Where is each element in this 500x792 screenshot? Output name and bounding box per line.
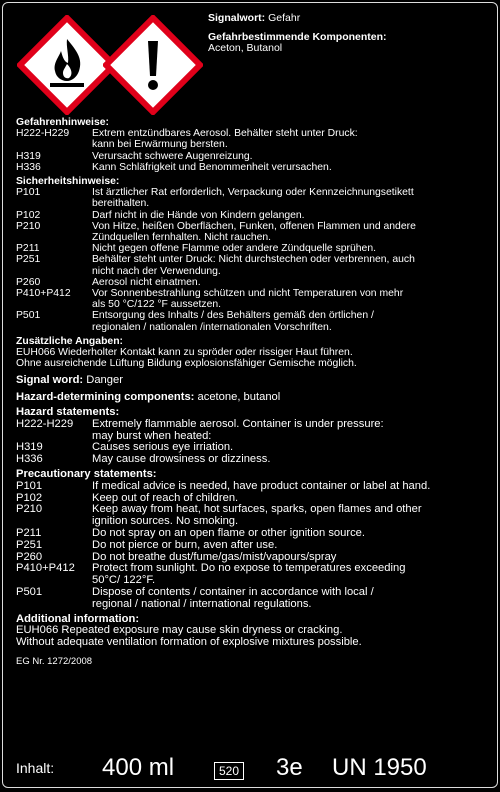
statement-row xyxy=(16,162,491,173)
extra-line-de: EUH066 Wiederholter Kontakt kann zu spröder oder rissiger Haut führen. xyxy=(16,347,353,359)
statement-code: P501 xyxy=(16,586,43,599)
statement-text: May cause drowsiness or dizziness. xyxy=(92,453,271,466)
statement-code: P501 xyxy=(16,310,41,322)
statement-row xyxy=(16,288,491,310)
statement-text: Kann Schläfrigkeit und Benommenheit verursachen. xyxy=(92,161,332,173)
components-de: Aceton, Butanol xyxy=(208,42,283,54)
statement-code: P210 xyxy=(16,503,43,516)
statement-text: Extremely flammable aerosol. Container is under pressure: may burst when heated: xyxy=(92,417,384,442)
statement-text: Keep out of reach of children. xyxy=(92,491,239,504)
statement-text: If medical advice is needed, have product container or label at hand. xyxy=(92,479,431,492)
statement-code: H319 xyxy=(16,441,43,454)
statement-row xyxy=(16,243,491,254)
statement-text: Von Hitze, heißen Oberflächen, Funken, offenen Flammen und andere Zündquellen fernhalten. Nicht rauchen. xyxy=(92,220,416,244)
estimated-mark: 3e xyxy=(276,754,303,781)
statement-row xyxy=(16,277,491,288)
statement-code: H222-H229 xyxy=(16,128,70,140)
statement-text: Dispose of contents / container in accordance with local / regional / national / international regulations. xyxy=(92,586,374,610)
components-label-de: Gefahrbestimmende Komponenten: xyxy=(208,30,387,43)
extra-line-en: Without adequate ventilation formation of explosive mixtures possible. xyxy=(16,636,362,649)
label-body xyxy=(16,117,491,667)
statement-text: Entsorgung des Inhalts / des Behälters gemäß den örtlichen / regionalen / nationalen /internationalen Vorschriften. xyxy=(92,310,374,333)
content-label: Inhalt: xyxy=(16,760,55,776)
statement-text: Behälter steht unter Druck: Nicht durchstechen oder verbrennen, auch nicht nach der Verwendung. xyxy=(92,254,415,277)
safety-heading-de: Sicherheitshinweise: xyxy=(16,176,120,188)
signal-word-en: Danger xyxy=(83,374,123,387)
statement-code: P410+P412 xyxy=(16,288,71,300)
statement-code: H319 xyxy=(16,150,41,162)
statement-code: P251 xyxy=(16,254,41,266)
extra-heading-de: Zusätzliche Angaben: xyxy=(16,335,123,347)
statement-text: Do not spray on an open flame or other ignition source. xyxy=(92,527,366,540)
components-label-en: Hazard-determining components: xyxy=(16,391,195,404)
safety-list-de xyxy=(16,187,491,333)
label-footer xyxy=(16,753,486,783)
statement-code: P101 xyxy=(16,187,41,199)
statement-row xyxy=(16,563,491,587)
signal-label-de: Signalwort: xyxy=(208,12,266,24)
statement-code: P410+P412 xyxy=(16,562,75,575)
statement-row xyxy=(16,128,491,150)
statement-text: Aerosol nicht einatmen. xyxy=(92,276,201,288)
statement-text: Causes serious eye irriation. xyxy=(92,441,234,454)
statement-row xyxy=(16,221,491,243)
product-label xyxy=(2,2,498,788)
signal-block-de xyxy=(208,13,387,55)
statement-row xyxy=(16,210,491,221)
statement-code: H336 xyxy=(16,453,43,466)
statement-row xyxy=(16,419,491,443)
hazard-heading-en: Hazard statements: xyxy=(16,406,120,419)
exclamation-icon xyxy=(103,15,203,115)
statement-code: P211 xyxy=(16,527,42,540)
statement-row xyxy=(16,187,491,209)
statement-row xyxy=(16,481,491,493)
statement-text: Do not breathe dust/fume/gas/mist/vapours/spray xyxy=(92,550,337,563)
statement-text: Nicht gegen offene Flamme oder andere Zündquelle sprühen. xyxy=(92,243,377,255)
statement-row xyxy=(16,454,491,466)
statement-text: Protect from sunlight. Do no expose to temperatures exceeding 50°C/ 122°F. xyxy=(92,562,406,587)
statement-text: Verursacht schwere Augenreizung. xyxy=(92,150,253,162)
extra-heading-en: Additional information: xyxy=(16,612,140,625)
statement-row xyxy=(16,151,491,162)
volume: 400 ml xyxy=(102,754,175,781)
statement-code: H222-H229 xyxy=(16,417,74,430)
statement-text: Extrem entzündbares Aerosol. Behälter steht unter Druck: kann bei Erwärmung bersten. xyxy=(92,128,358,151)
flame-pictogram xyxy=(17,15,117,115)
eg-number: EG Nr. 1272/2008 xyxy=(16,656,93,667)
statement-code: P101 xyxy=(16,479,43,492)
statement-code: P260 xyxy=(16,276,41,288)
statement-code: P102 xyxy=(16,209,41,221)
statement-row xyxy=(16,587,491,611)
exclamation-pictogram xyxy=(103,15,203,115)
hazard-list-de xyxy=(16,128,491,173)
statement-row xyxy=(16,540,491,552)
signal-label-en: Signal word: xyxy=(16,374,84,387)
hazard-heading-de: Gefahrenhinweise: xyxy=(16,117,109,128)
extra-line-en: EUH066 Repeated exposure may cause skin dryness or cracking. xyxy=(16,624,343,637)
extra-line-de: Ohne ausreichende Lüftung Bildung explosionsfähiger Gemische möglich. xyxy=(16,358,357,370)
statement-row xyxy=(16,310,491,332)
statement-code: P251 xyxy=(16,538,43,551)
statement-row xyxy=(16,504,491,528)
statement-code: H336 xyxy=(16,161,41,173)
statement-row xyxy=(16,254,491,276)
statement-code: P102 xyxy=(16,491,43,504)
statement-code: P210 xyxy=(16,220,41,232)
flame-icon xyxy=(17,15,117,115)
components-en: acetone, butanol xyxy=(194,391,281,404)
statement-text: Ist ärztlicher Rat erforderlich, Verpackung oder Kennzeichnungsetikett bereithalten. xyxy=(92,187,414,210)
box-code: 520 xyxy=(214,762,244,780)
label-header xyxy=(3,3,497,115)
signal-word-de: Gefahr xyxy=(265,12,301,24)
safety-heading-en: Precautionary statements: xyxy=(16,468,157,481)
un-number: UN 1950 xyxy=(332,754,427,781)
statement-text: Keep away from heat, hot surfaces, sparks, open flames and other ignition sources. No smoking. xyxy=(92,503,422,528)
statement-text: Do not pierce or burn, aven after use. xyxy=(92,538,278,551)
statement-text: Darf nicht in die Hände von Kindern gelangen. xyxy=(92,209,305,221)
safety-list-en xyxy=(16,481,491,611)
statement-code: P260 xyxy=(16,550,43,563)
statement-text: Vor Sonnenbestrahlung schützen und nicht Temperaturen von mehr als 50 °C/122 °F aussetzen. xyxy=(92,288,404,311)
statement-code: P211 xyxy=(16,243,40,255)
hazard-list-en xyxy=(16,419,491,466)
